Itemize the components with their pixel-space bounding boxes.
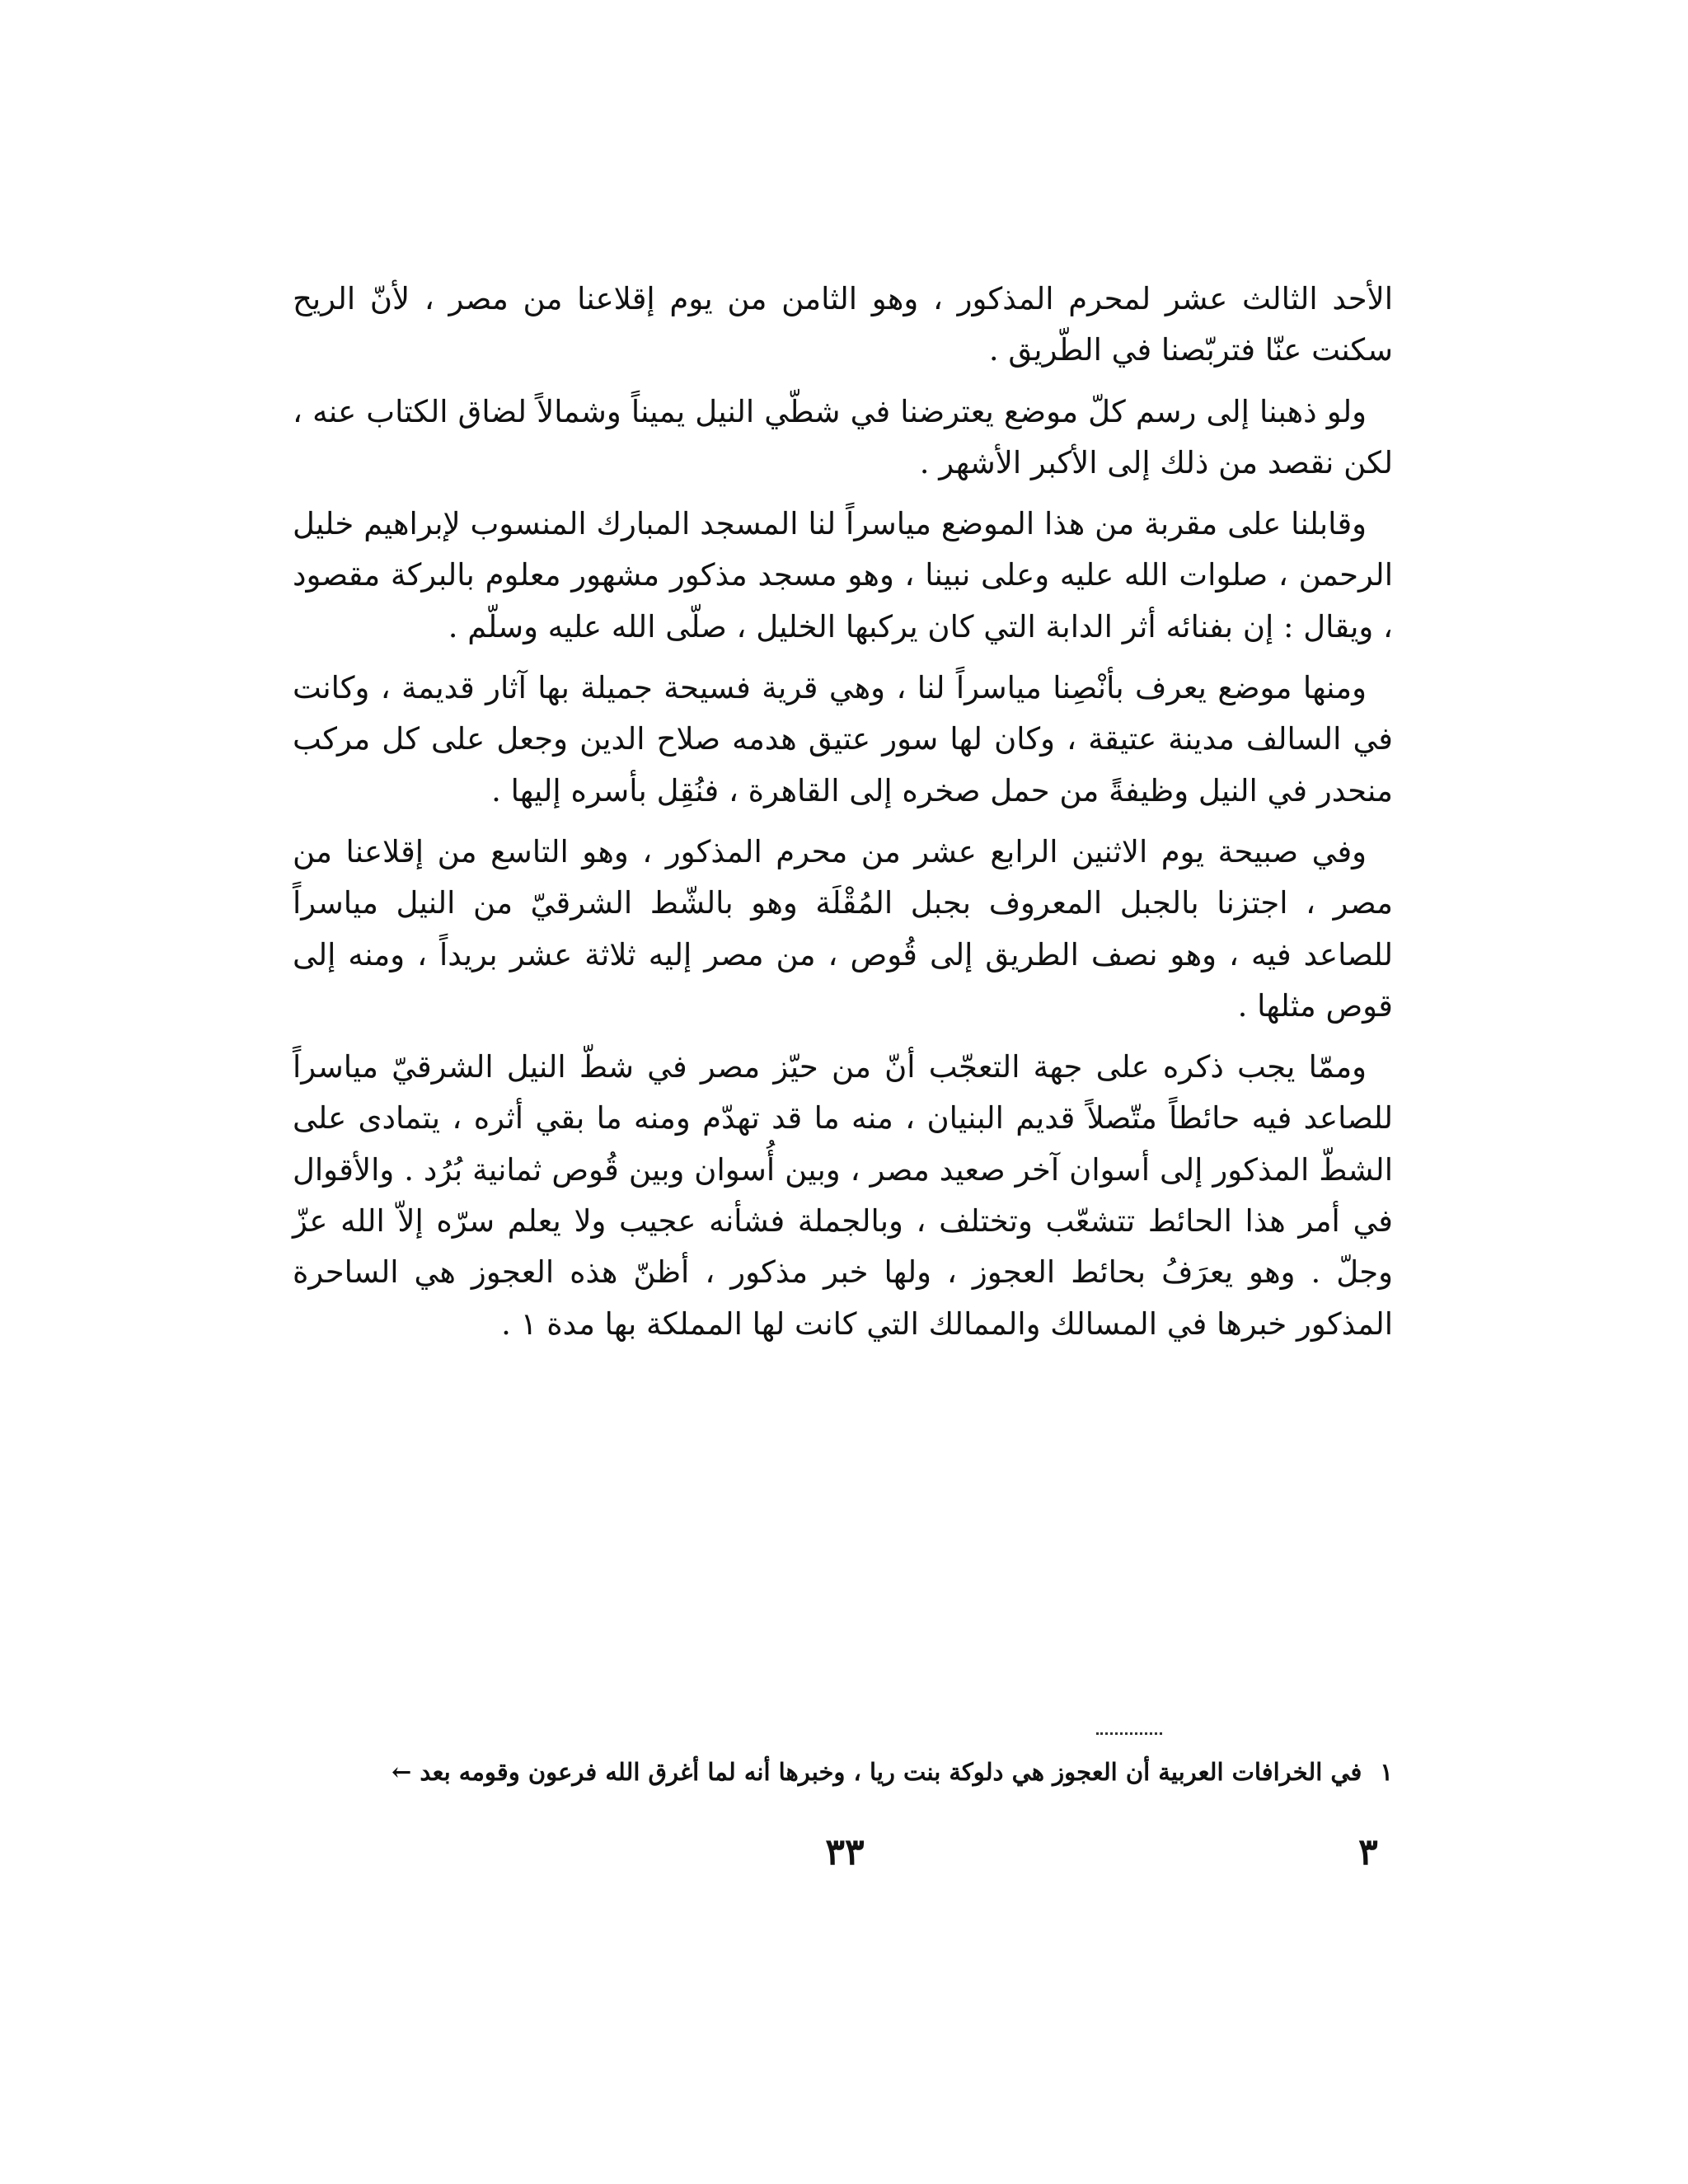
paragraph-5: وفي صبيحة يوم الاثنين الرابع عشر من محرم المذكور ، وهو التاسع من إقلاعنا من مصر ، اجتزنا بالجبل المعروف بجبل المُقْلَة وهو بالشّط الشرقيّ من النيل مياسراً للصاعد فيه ، وهو نصف الطريق إلى قُوص ، من مصر إليه ثلاثة عشر بريداً ، ومنه إلى قوص مثلها . xyxy=(293,833,1393,1024)
footnote-text: في الخرافات العربية أن العجوز هي دلوكة بنت ريا ، وخبرها أنه لما أغرق الله فرعون وقومه بعد ← xyxy=(392,1758,1362,1786)
paragraph-1: الأحد الثالث عشر لمحرم المذكور ، وهو الثامن من يوم إقلاعنا من مصر ، لأنّ الريح سكنت عنّا فتربّصنا في الطّريق . xyxy=(293,281,1393,368)
page-number: ٣٣ xyxy=(825,1831,865,1873)
footnote-separator xyxy=(1096,1732,1162,1735)
paragraph-3: وقابلنا على مقربة من هذا الموضع مياسراً لنا المسجد المبارك المنسوب لإبراهيم خليل الرحمن ، صلوات الله عليه وعلى نبينا ، وهو مسجد مذكور مشهور معلوم بالبركة مقصود ، ويقال : إن بفنائه أثر الدابة التي كان يركبها الخليل ، صلّى الله عليه وسلّم . xyxy=(293,506,1393,644)
paragraph-2: ولو ذهبنا إلى رسم كلّ موضع يعترضنا في شطّي النيل يميناً وشمالاً لضاق الكتاب عنه ، لكن نقصد من ذلك إلى الأكبر الأشهر . xyxy=(293,393,1393,480)
paragraph-4: ومنها موضع يعرف بأنْصِنا مياسراً لنا ، وهي قرية فسيحة جميلة بها آثار قديمة ، وكانت في السالف مدينة عتيقة ، وكان لها سور عتيق هدمه صلاح الدين وجعل على كل مركب منحدر في النيل وظيفةً من حمل صخره إلى القاهرة ، فنُقِل بأسره إليها . xyxy=(293,670,1393,808)
main-text xyxy=(293,274,1393,1360)
paragraph-6: وممّا يجب ذكره على جهة التعجّب أنّ من حيّز مصر في شطّ النيل الشرقيّ مياسراً للصاعد فيه حائطاً متّصلاً قديم البنيان ، منه ما قد تهدّم ومنه ما بقي أثره ، يتمادى على الشطّ المذكور إلى أسوان آخر صعيد مصر ، وبين أُسوان وبين قُوص ثمانية بُرُد . والأقوال في أمر هذا الحائط تتشعّب وتختلف ، وبالجملة فشأنه عجيب ولا يعلم سرّه إلاّ الله عزّ وجلّ . وهو يعرَفُ بحائط العجوز ، ولها خبر مذكور ، أظنّ هذه العجوز هي الساحرة المذكور خبرها في المسالك والممالك التي كانت لها المملكة بها مدة ١ . xyxy=(293,1049,1393,1342)
signature-number: ٣ xyxy=(1358,1831,1378,1873)
footnote xyxy=(293,1754,1393,1790)
footnote-marker: ١ xyxy=(1380,1758,1393,1786)
